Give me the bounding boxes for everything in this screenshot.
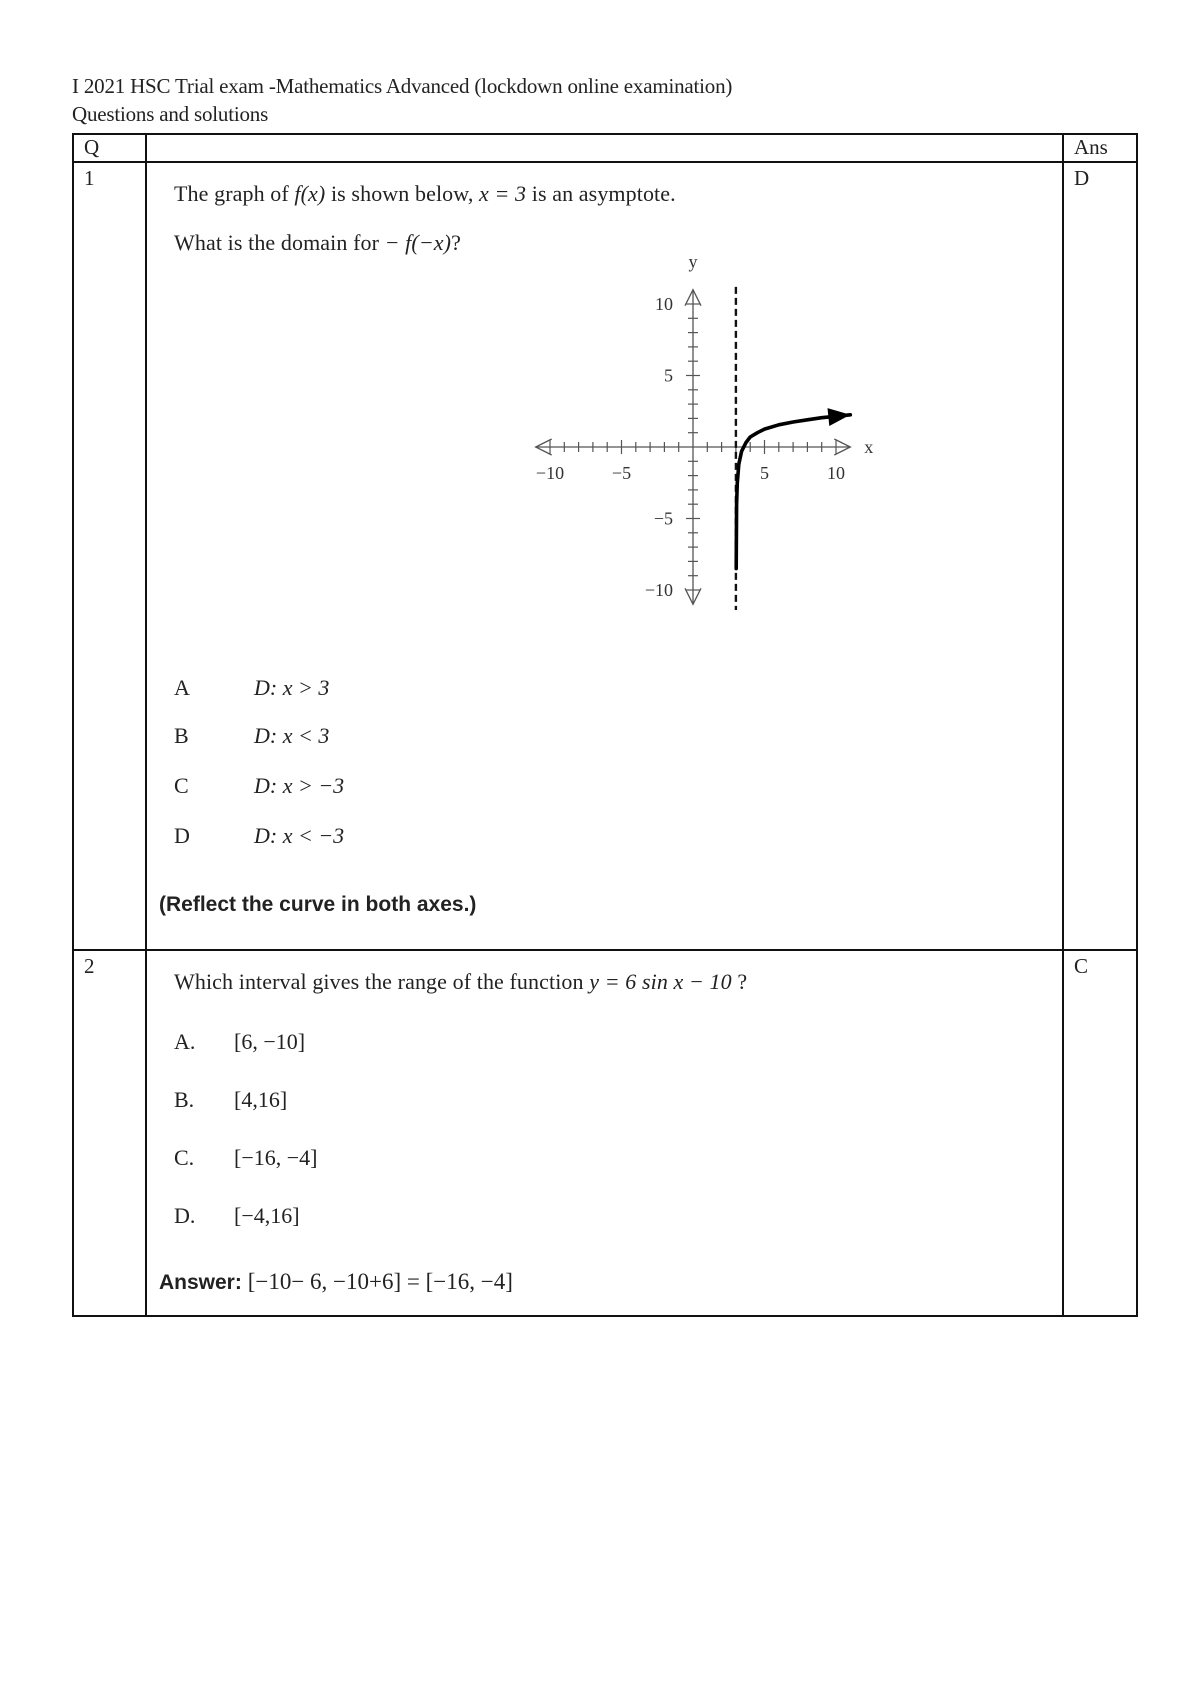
q2-option-letter: D. bbox=[174, 1203, 196, 1228]
q1-prompt-part: is shown below, bbox=[325, 181, 480, 206]
q1-option-c bbox=[174, 773, 344, 799]
y-tick-label: −5 bbox=[653, 508, 673, 529]
q1-option-letter: B bbox=[174, 723, 189, 748]
q1-option-text: D: x > 3 bbox=[254, 675, 330, 700]
answer-2: C bbox=[1063, 950, 1137, 1316]
q2-option-d bbox=[174, 1203, 300, 1229]
y-tick-label: 10 bbox=[655, 294, 673, 314]
x-axis-label: x bbox=[864, 437, 874, 457]
table-header-row bbox=[73, 134, 1137, 162]
question-row-1 bbox=[73, 162, 1137, 950]
q1-option-a bbox=[174, 675, 329, 701]
question-body-2 bbox=[146, 950, 1063, 1316]
q2-option-text: [−4,16] bbox=[234, 1203, 300, 1228]
q1-question-part: ? bbox=[451, 230, 461, 255]
q2-function: y = 6 sin x − 10 bbox=[589, 969, 732, 994]
q1-question-part: What is the domain for bbox=[174, 230, 385, 255]
q2-option-b bbox=[174, 1087, 287, 1113]
q2-prompt-part: Which interval gives the range of the function bbox=[174, 969, 590, 994]
q1-question-math: − f(−x) bbox=[384, 230, 452, 255]
x-tick-label: 5 bbox=[760, 463, 769, 483]
curve-arrowhead bbox=[828, 408, 851, 426]
questions-table bbox=[72, 133, 1138, 1317]
question-row-2 bbox=[73, 950, 1137, 1316]
q1-option-letter: A bbox=[174, 675, 190, 700]
q2-option-letter: B. bbox=[174, 1087, 195, 1112]
function-curve bbox=[736, 415, 850, 569]
q2-prompt-part: ? bbox=[731, 969, 748, 994]
q2-solution-math: [−10− 6, −10+6] = [−16, −4] bbox=[247, 1269, 513, 1294]
q2-option-text: [−16, −4] bbox=[234, 1145, 318, 1170]
header-q: Q bbox=[73, 134, 146, 162]
q1-prompt-part: The graph of bbox=[174, 181, 295, 206]
q1-option-b bbox=[174, 723, 329, 749]
q2-prompt bbox=[174, 969, 747, 995]
header-ans: Ans bbox=[1063, 134, 1137, 162]
q1-solution: (Reflect the curve in both axes.) bbox=[159, 893, 477, 916]
q1-option-text: D: x < 3 bbox=[254, 723, 330, 748]
q1-option-d bbox=[174, 823, 344, 849]
q1-option-letter: C bbox=[174, 773, 189, 798]
y-axis-label: y bbox=[688, 251, 698, 272]
q2-solution bbox=[159, 1269, 513, 1295]
answer-1: D bbox=[1063, 162, 1137, 950]
q2-option-text: [6, −10] bbox=[234, 1029, 306, 1054]
q2-option-c bbox=[174, 1145, 317, 1171]
q1-prompt-part: is an asymptote. bbox=[526, 181, 676, 206]
q1-option-letter: D bbox=[174, 823, 190, 848]
question-number-1: 1 bbox=[73, 162, 146, 950]
q2-option-letter: C. bbox=[174, 1145, 195, 1170]
y-tick-label: 5 bbox=[664, 365, 673, 386]
q2-option-text: [4,16] bbox=[234, 1087, 288, 1112]
x-tick-label: −5 bbox=[611, 463, 632, 483]
document-title: I 2021 HSC Trial exam -Mathematics Advanced (lockdown online examination) bbox=[72, 74, 733, 98]
document-subtitle: Questions and solutions bbox=[72, 102, 269, 126]
q1-fx: f(x) bbox=[294, 181, 326, 206]
q2-option-letter: A. bbox=[174, 1029, 196, 1054]
q1-option-text: D: x < −3 bbox=[254, 823, 345, 848]
question-number-2: 2 bbox=[73, 950, 146, 1316]
question-body-1 bbox=[146, 162, 1063, 950]
q1-option-text: D: x > −3 bbox=[254, 773, 345, 798]
q2-solution-label: Answer: bbox=[159, 1271, 242, 1294]
x-tick-label: 10 bbox=[827, 463, 845, 483]
header-blank bbox=[146, 134, 1063, 162]
y-tick-label: −10 bbox=[644, 580, 673, 600]
q1-asymptote: x = 3 bbox=[479, 181, 527, 206]
q2-option-a bbox=[174, 1029, 305, 1055]
x-tick-label: −10 bbox=[535, 463, 565, 483]
